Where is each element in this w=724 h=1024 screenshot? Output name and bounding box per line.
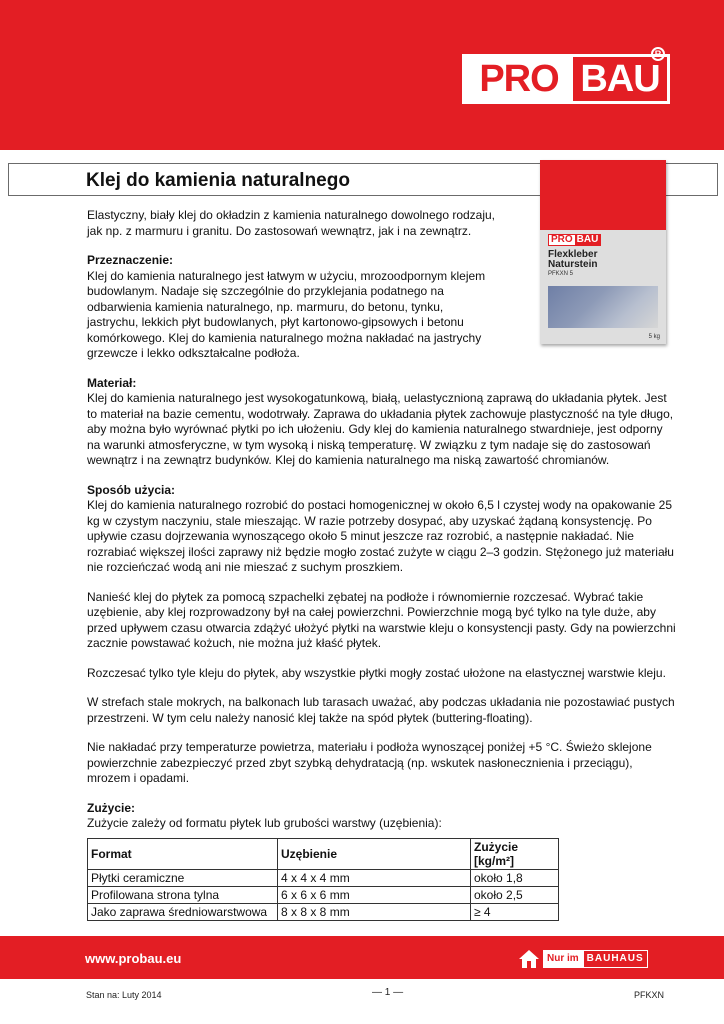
registered-mark: R (651, 47, 665, 61)
table-header: Zużycie [kg/m²] (471, 838, 559, 869)
table-cell: 4 x 4 x 4 mm (278, 869, 471, 886)
intro-paragraph: Elastyczny, biały klej do okładzin z kamienia naturalnego dowolnego rodzaju, jak np. z marmuru i granitu. Do zastosowań wewnątrz, jak i na zewnątrz. (87, 208, 496, 238)
table-cell: około 1,8 (471, 869, 559, 886)
table-cell: 8 x 8 x 8 mm (278, 903, 471, 920)
purpose-heading: Przeznaczenie: (87, 253, 174, 267)
table-row (88, 886, 559, 903)
bauhaus-logo (518, 946, 648, 972)
website-link[interactable]: www.probau.eu (85, 951, 182, 966)
logo-pro-text: PRO (465, 57, 573, 101)
probau-logo (462, 49, 670, 104)
usage-paragraph-1: Klej do kamienia naturalnego rozrobić do postaci homogenicznej w około 6,5 l czystej wody na opakowanie 25 kg w czystym naczyniu, stale mieszając. W razie potrzeby dosypać, aby uzyskać żądaną konsystencję. Po upływie czasu dojrzewania wynoszącego około 5 minut jeszcze raz rozrobić, a następnie nakładać. Nie rozrabiać większej ilości zaprawy niż będzie mogło zostać zużyte w ciągu 2–3 godzin. Stężonego już materiału nie rozcieńczać wodą ani nie mieszać z suchym proszkiem. (87, 498, 674, 574)
consumption-heading: Zużycie: (87, 800, 136, 815)
material-heading: Materiał: (87, 375, 137, 390)
usage-paragraph-5: Nie nakładać przy temperaturze powietrza, materiału i podłoża wynoszącej poniżej +5 °C. Świeżo sklejone powierzchnie zabezpieczyć przed zbyt szybką dehydratacją (np. wskutek nasłonecznienia i przeciągu), mrozem i opadami. (87, 740, 652, 785)
bag-logo-pro: PRO (551, 234, 573, 245)
purpose-section (87, 253, 497, 362)
table-cell: ≥ 4 (471, 903, 559, 920)
material-text: Klej do kamienia naturalnego jest wysokogatunkową, białą, uelastycznioną zaprawą do układania płytek. Jest to materiał na bazie cementu, wodotrwały. Zaprawa do układania płytek zachowuje plastyczność na tyle długo, aby można było wyrównać płytki po ich ułożeniu. Gdy klej do kamienia naturalnego stwardnieje, jest odporny na warunki atmosferyczne, w tym wysoką i niską temperaturę. W związku z tym nadaje się do zastosowań wewnątrz i na zewnątrz budynków. Klej do kamienia naturalnego ma niską zawartość chromianów. (87, 391, 674, 467)
document-code: PFKXN (634, 990, 665, 1000)
usage-paragraph-3: Rozczesać tylko tyle kleju do płytek, aby wszystkie płytki mogły zostać ułożone na elastycznej warstwie kleju. (87, 665, 666, 680)
bag-logo-bau: BAU (576, 234, 599, 245)
table-row (88, 869, 559, 886)
consumption-table (87, 838, 559, 921)
material-section (87, 376, 677, 469)
bag-weight: 5 kg (648, 334, 660, 340)
bag-product-line2: Naturstein (548, 259, 598, 270)
logo-bau-text (573, 49, 667, 101)
logo-bau-label: BAU (580, 58, 660, 100)
table-cell: Płytki ceramiczne (88, 869, 278, 886)
usage-section (87, 483, 677, 576)
table-header-row (88, 838, 559, 869)
document-body (87, 208, 677, 921)
usage-paragraph-4: W strefach stale mokrych, na balkonach lub tarasach uważać, aby podczas układania nie pozostawiać pustych przestrzeni. W tym celu należy nanosić klej także na spód płytek (buttering-floating). (87, 695, 675, 725)
nur-im-label: Nur im (543, 950, 583, 968)
bag-product-code: PFKXN 5 (548, 271, 574, 277)
house-icon (518, 948, 540, 970)
table-row (88, 903, 559, 920)
table-cell: około 2,5 (471, 886, 559, 903)
purpose-text: Klej do kamienia naturalnego jest łatwym w użyciu, mrozoodpornym klejem budowlanym. Nadaje się szczególnie do przyklejania podatnego na odbarwienia kamienia naturalnego, np. marmuru, do betonu, tynku, jastrychu, lekkich płyt budowlanych, płyt kartonowo-gipsowych i betonu komórkowego. Klej do kamienia naturalnego można nakładać na jastrychy grzewcze i lekko odkształcalne podłoża. (87, 268, 486, 360)
table-cell: 6 x 6 x 6 mm (278, 886, 471, 903)
bag-product-line1: Flexkleber (548, 249, 598, 260)
table-header: Uzębienie (278, 838, 471, 869)
table-cell: Profilowana strona tylna (88, 886, 278, 903)
usage-heading: Sposób użycia: (87, 482, 176, 497)
bauhaus-label: BAUHAUS (583, 950, 648, 968)
table-header: Format (88, 838, 278, 869)
usage-paragraph-2: Nanieść klej do płytek za pomocą szpachelki zębatej na podłoże i równomiernie rozczesać. Wybrać takie uzębienie, aby klej rozprowadzony był na całej powierzchni. Powierzchnie mogą być tylko na tyle duże, aby przed upływem czasu otwarcia zdążyć ułożyć płytki na warstwie kleju o konsystencji pasty. Gdy na powierzchni zacznie powstawać kożuch, nie można już kłaść płytek. (87, 589, 676, 650)
page-number: — 1 — (372, 987, 404, 998)
page-title: Klej do kamienia naturalnego (86, 170, 350, 191)
revision-date: Stan na: Luty 2014 (86, 990, 162, 1000)
consumption-text: Zużycie zależy od formatu płytek lub grubości warstwy (uzębienia): (87, 816, 442, 830)
table-cell: Jako zaprawa średniowarstwowa (88, 903, 278, 920)
consumption-section (87, 801, 677, 921)
